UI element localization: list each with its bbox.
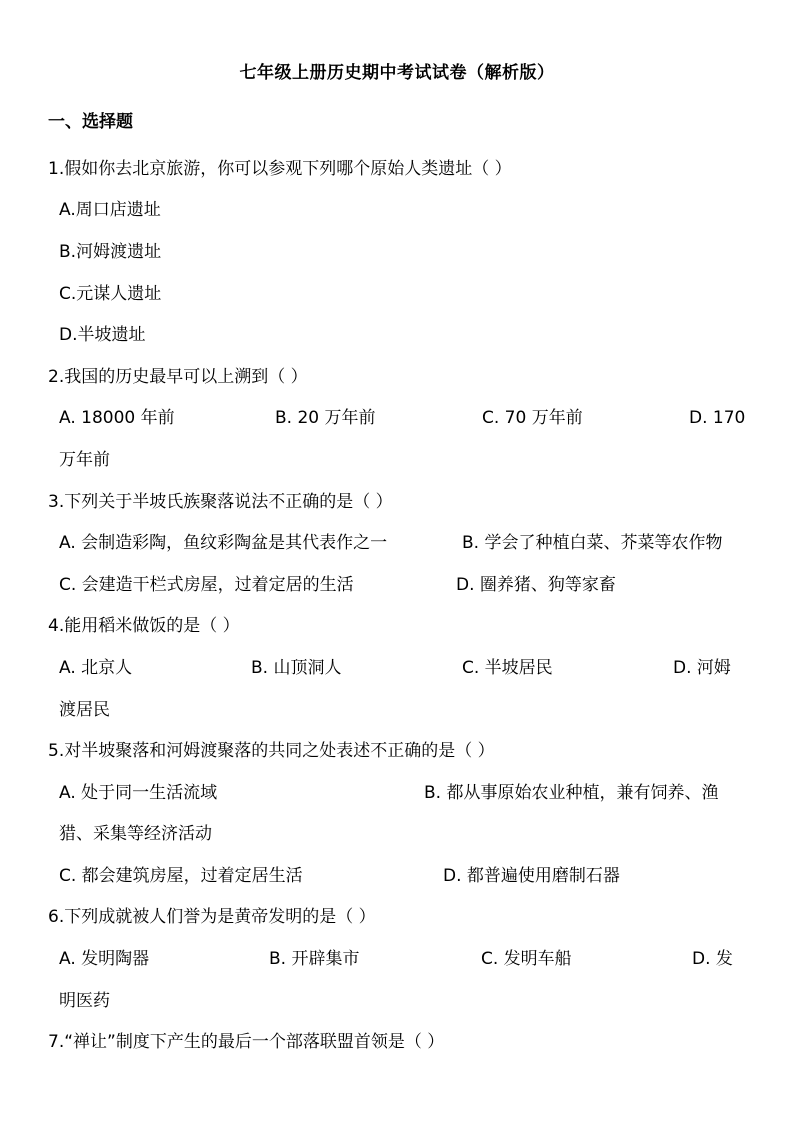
question-5-stem: 5.对半坡聚落和河姆渡聚落的共同之处表述不正确的是（ ） [48,741,495,761]
question-1-option-c: C.元谋人遗址 [59,284,162,304]
question-2-option-a: A. 18000 年前 [59,408,175,428]
question-2-option-b: B. 20 万年前 [275,408,376,428]
section-heading: 一、选择题 [48,112,133,132]
question-5-option-c: C. 都会建筑房屋，过着定居生活 [59,866,303,886]
question-3-option-b: B. 学会了种植白菜、芥菜等农作物 [462,533,723,553]
question-5-option-b-wrap: 猎、采集等经济活动 [59,824,212,844]
question-2-option-d: D. 170 [689,408,746,428]
question-1-option-a: A.周口店遗址 [59,200,161,220]
question-5-option-b: B. 都从事原始农业种植，兼有饲养、渔 [424,783,719,803]
question-1-option-b: B.河姆渡遗址 [59,242,162,262]
question-1-stem: 1.假如你去北京旅游，你可以参观下列哪个原始人类遗址（ ） [48,159,512,179]
question-6-option-d: D. 发 [692,949,733,969]
question-4-option-d-wrap: 渡居民 [59,700,110,720]
question-3-option-c: C. 会建造干栏式房屋，过着定居的生活 [59,575,354,595]
question-4-option-b: B. 山顶洞人 [251,658,342,678]
question-6-stem: 6.下列成就被人们誉为是黄帝发明的是（ ） [48,907,376,927]
question-4-stem: 4.能用稻米做饭的是（ ） [48,616,240,636]
question-6-option-a: A. 发明陶器 [59,949,150,969]
exam-title: 七年级上册历史期中考试试卷（解析版） [239,63,555,83]
question-2-option-d-wrap: 万年前 [59,450,110,470]
question-3-option-a: A. 会制造彩陶，鱼纹彩陶盆是其代表作之一 [59,533,388,553]
question-4-option-a: A. 北京人 [59,658,133,678]
question-7-stem: 7.“禅让”制度下产生的最后一个部落联盟首领是（ ） [48,1032,445,1052]
question-6-option-b: B. 开辟集市 [269,949,360,969]
question-3-option-d: D. 圈养猪、狗等家畜 [456,575,616,595]
question-2-option-c: C. 70 万年前 [482,408,583,428]
question-6-option-d-wrap: 明医药 [59,991,110,1011]
question-5-option-a: A. 处于同一生活流域 [59,783,218,803]
question-6-option-c: C. 发明车船 [481,949,572,969]
question-5-option-d: D. 都普遍使用磨制石器 [443,866,620,886]
question-4-option-d: D. 河姆 [673,658,731,678]
question-1-option-d: D.半坡遗址 [59,325,146,345]
question-3-stem: 3.下列关于半坡氏族聚落说法不正确的是（ ） [48,492,393,512]
question-2-stem: 2.我国的历史最早可以上溯到（ ） [48,367,308,387]
question-4-option-c: C. 半坡居民 [462,658,553,678]
